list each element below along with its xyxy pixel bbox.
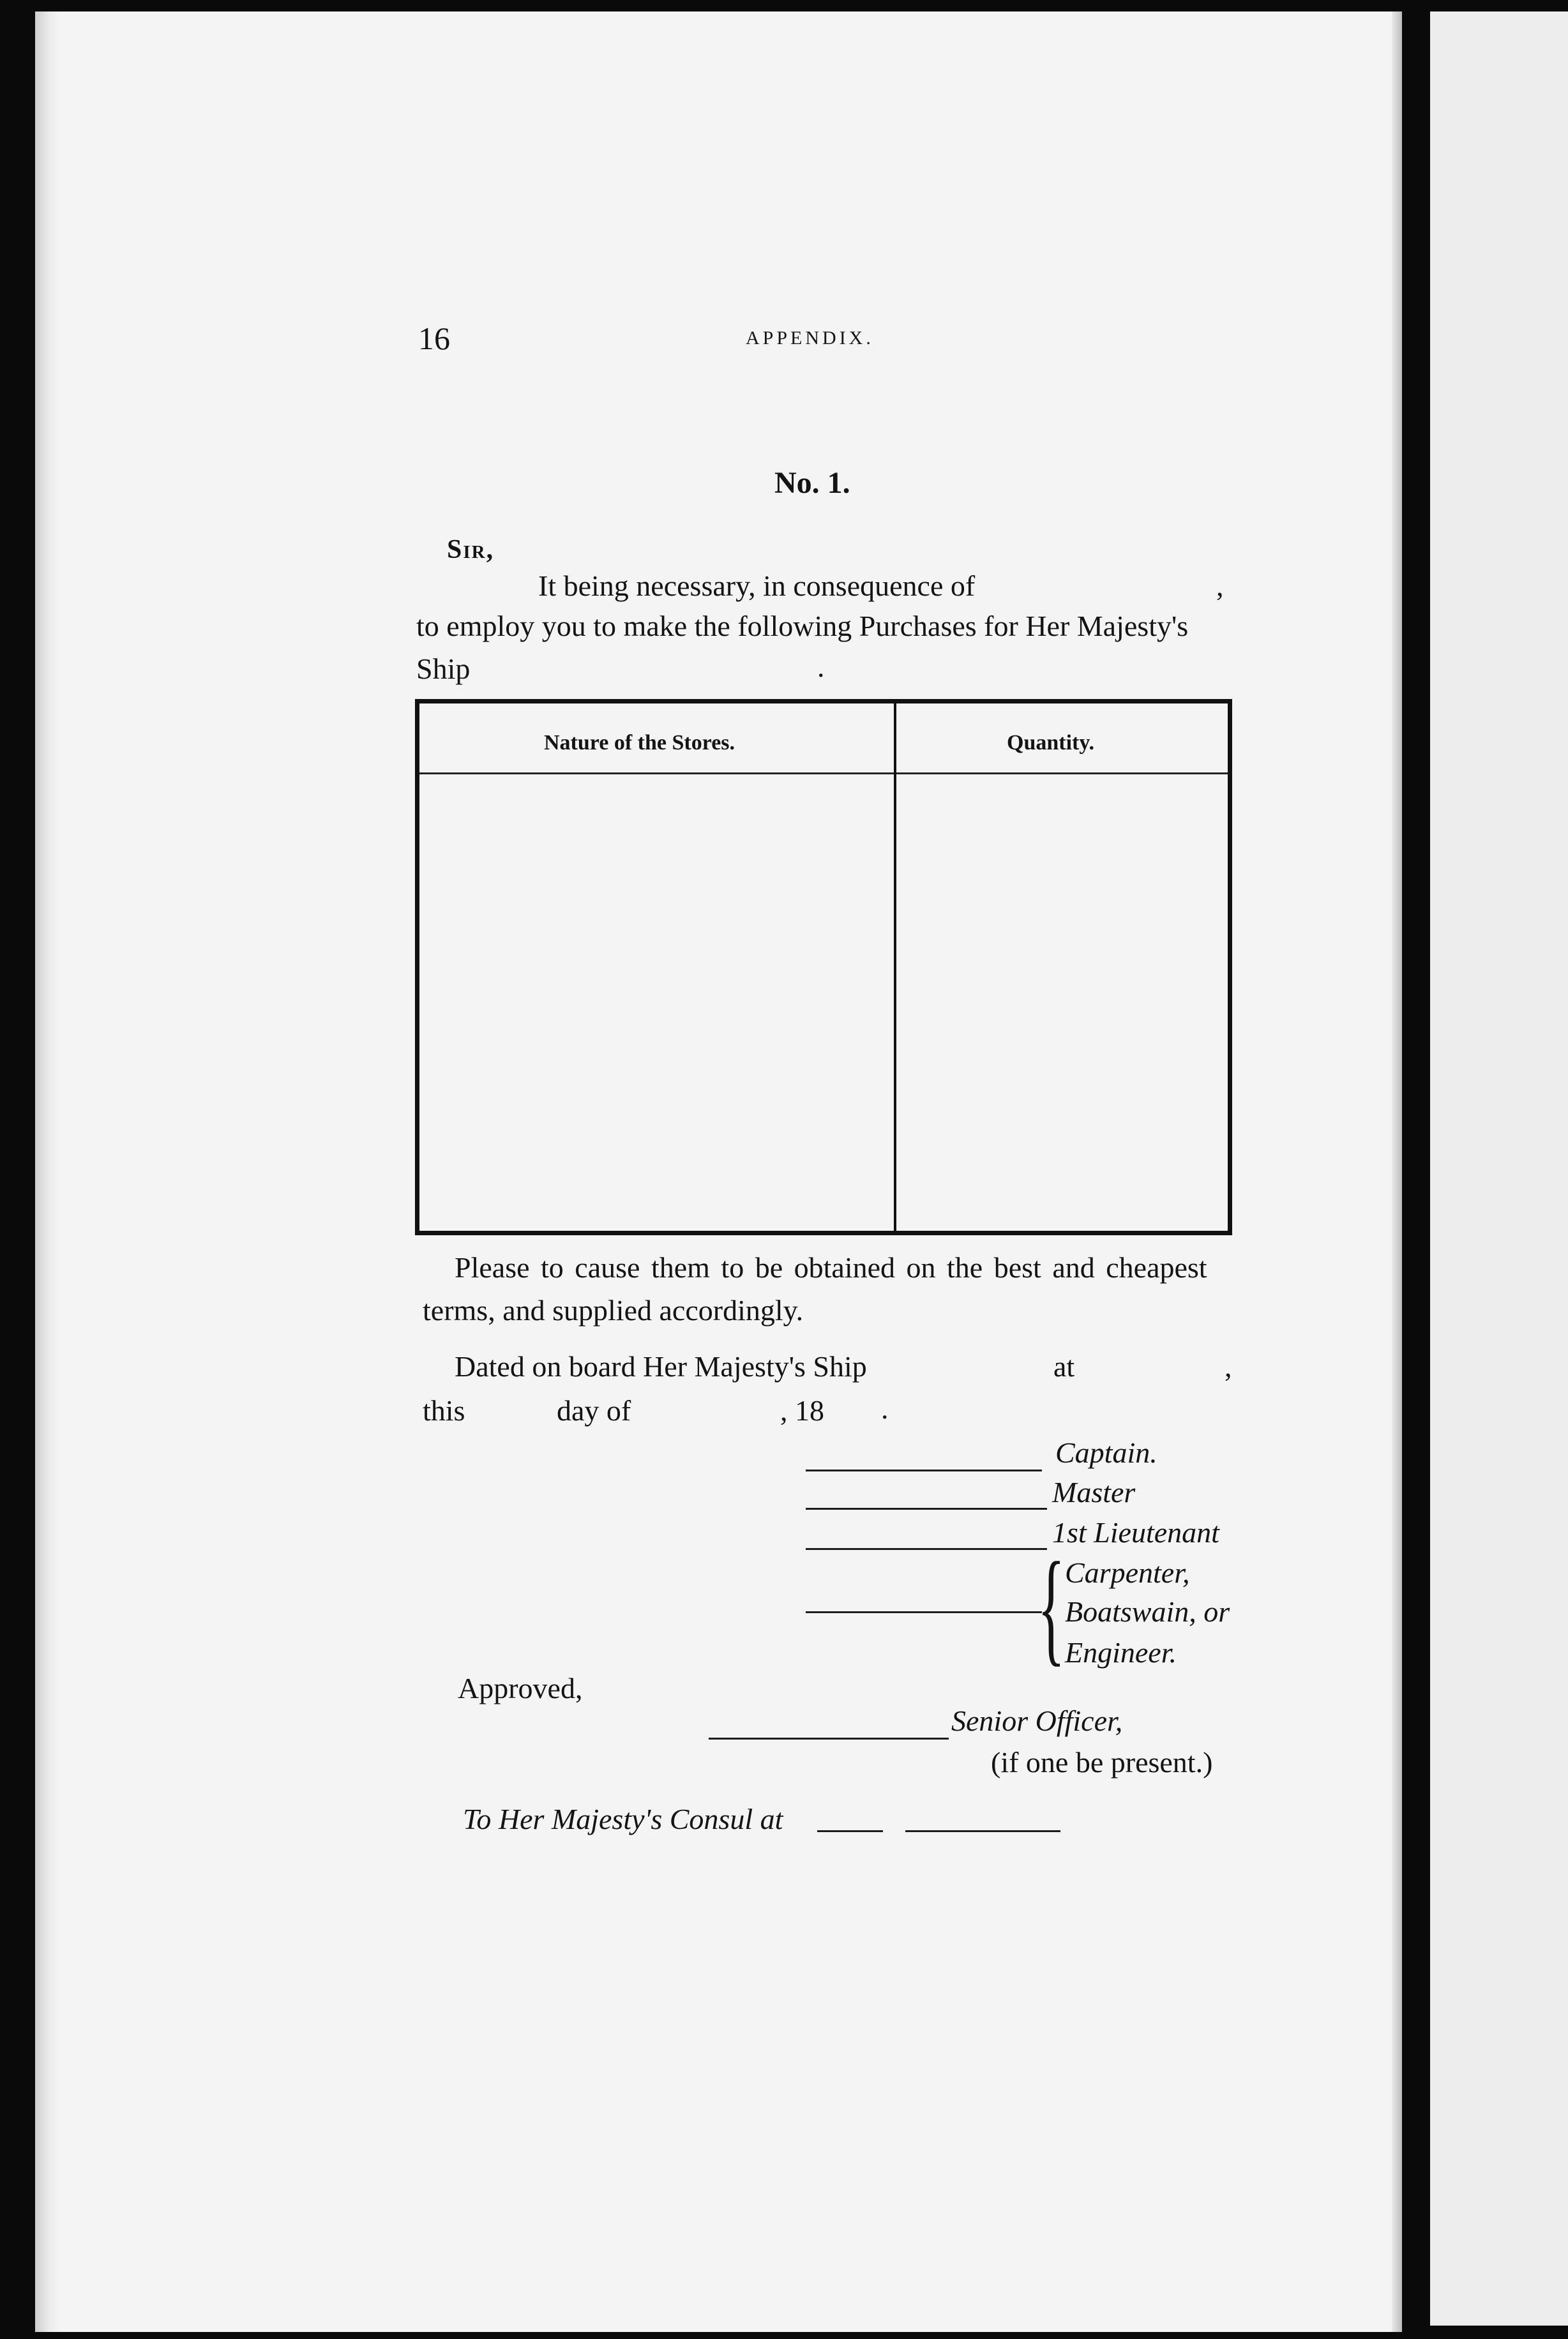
signature-title-lieutenant: 1st Lieutenant [1052,1516,1219,1549]
page-number: 16 [418,320,450,356]
brace-icon: { [1037,1537,1066,1678]
column-header-quantity: Quantity. [1007,731,1094,755]
form-number: No. 1. [774,466,850,500]
consul-location-line-2 [905,1830,1060,1832]
signature-title-captain: Captain. [1055,1436,1157,1469]
dated-period: . [881,1392,889,1425]
opening-line-1: It being necessary, in consequence of [538,569,976,602]
dated-this: this [423,1394,465,1427]
table-header-rule [419,772,1228,774]
opening-line-1-comma: , [1216,569,1224,602]
column-header-nature: Nature of the Stores. [544,731,735,755]
stores-table [415,699,1232,1235]
signature-line-senior-officer [709,1738,949,1740]
signature-line-warrant-officer [806,1611,1042,1613]
signature-line-master [806,1508,1047,1510]
opening-line-3-period: . [817,651,825,683]
dated-day-of: day of [557,1394,631,1427]
signature-title-carpenter: Carpenter, [1065,1556,1190,1589]
signature-title-master: Master [1052,1476,1136,1508]
page-gutter-shadow [35,11,59,2332]
dated-line-start: Dated on board Her Majesty's Ship [455,1350,867,1383]
signature-line-captain [806,1470,1042,1471]
adjacent-page-strip [1430,11,1568,2326]
senior-officer-note: (if one be present.) [991,1746,1213,1779]
opening-line-3: Ship [416,652,471,685]
salutation: Sir, [447,535,495,564]
addressee-line: To Her Majesty's Consul at [463,1803,783,1835]
dated-at: at [1053,1350,1075,1383]
signature-title-engineer: Engineer. [1065,1636,1177,1669]
dated-year: , 18 [780,1394,824,1427]
request-line-2: terms, and supplied accordingly. [423,1294,804,1327]
consul-location-line [817,1830,883,1832]
signature-line-lieutenant [806,1548,1047,1550]
opening-line-2: to employ you to make the following Purchases for Her Majesty's [416,610,1189,642]
page-edge [1392,11,1402,2332]
running-title: APPENDIX. [746,327,874,349]
request-line-1: Please to cause them to be obtained on the best and cheapest [455,1251,1207,1284]
approved-label: Approved, [458,1672,583,1704]
table-column-divider [894,703,896,1231]
dated-comma: , [1225,1350,1232,1383]
signature-title-senior-officer: Senior Officer, [951,1704,1123,1737]
signature-title-boatswain: Boatswain, or [1065,1595,1230,1628]
